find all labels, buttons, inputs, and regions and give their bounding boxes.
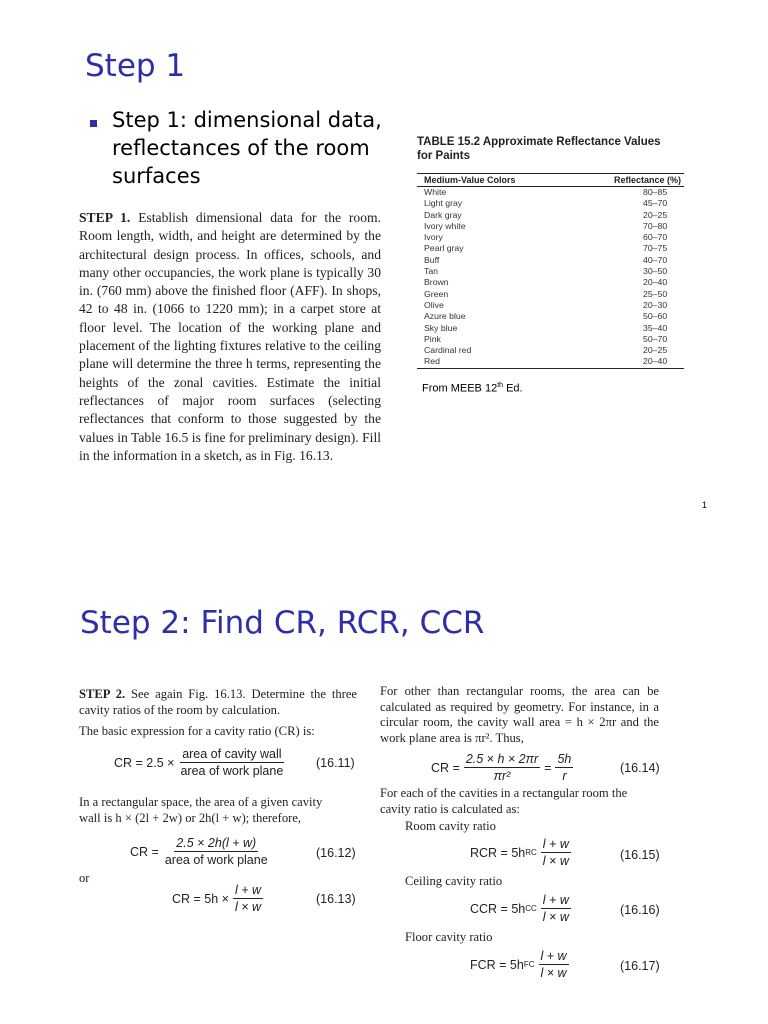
table-cell-reflectance: 50–60 bbox=[643, 311, 668, 322]
table-cell-color: Red bbox=[424, 356, 440, 367]
table-caption bbox=[417, 135, 697, 163]
eq2-fraction bbox=[163, 836, 270, 867]
table-cell-color: Pearl gray bbox=[424, 243, 464, 254]
eq4-numerator-1: 2.5 × h × 2πr bbox=[465, 752, 539, 766]
table-row bbox=[417, 210, 684, 221]
eq6-numerator: l + w bbox=[542, 893, 569, 907]
table-cell-reflectance: 45–70 bbox=[643, 198, 668, 209]
step2-paragraph bbox=[79, 687, 357, 718]
table-row bbox=[417, 334, 684, 345]
fcr-label: Floor cavity ratio bbox=[405, 930, 493, 944]
reflectance-table bbox=[417, 173, 684, 369]
eq7-fraction bbox=[539, 949, 569, 980]
table-cell-color: White bbox=[424, 187, 447, 197]
source-note-sup: th bbox=[497, 382, 504, 389]
rectangular-text-line1: In a rectangular space, the area of a given cavity bbox=[79, 795, 323, 809]
eq4-number: (16.14) bbox=[620, 761, 660, 775]
eq5-lhs: RCR = 5h bbox=[470, 845, 526, 860]
eq3-numerator: l + w bbox=[234, 883, 262, 897]
eq6-subscript: CC bbox=[525, 904, 537, 913]
table-cell-color: Pink bbox=[424, 333, 441, 344]
table-cell-color: Light gray bbox=[424, 198, 463, 209]
table-header-color: Medium-Value Colors bbox=[424, 175, 516, 185]
table-cell-color: Cardinal red bbox=[424, 345, 472, 356]
table-cell-reflectance: 40–70 bbox=[643, 254, 668, 265]
table-cell-color: Ivory bbox=[424, 232, 443, 243]
table-caption-line1: TABLE 15.2 Approximate Reflectance Values bbox=[417, 136, 661, 148]
eq1-number: (16.11) bbox=[316, 756, 355, 770]
equation-16-13 bbox=[172, 883, 267, 914]
table-row bbox=[417, 323, 684, 334]
step1-text: Establish dimensional data for the room. Room length, width, and height are determined by the architectural design process. In offices, schools, and many other occupancies, the work plane is typically 30 in. (760 mm) above the finished floor (AFF). In shops, 42 to 48 in. (1066 to 1220 mm); in a carpet store at floor level. The location of the working plane and placement of the lighting fixtures relative to the ceiling plane will determine the three h terms, representing the heights of the zonal cavities. Estimate the initial reflectances of major room surfaces (selecting reflectances that conform to those suggested by the values in Table 16.5 is fine for preliminary design). Fill in the information in a sketch, as in Fig. 16.13. bbox=[79, 210, 381, 463]
table-row bbox=[417, 232, 684, 243]
each-cavity-text: For each of the cavities in a rectangular room the cavity ratio is calculated as: bbox=[380, 786, 628, 816]
eq4-denominator-2: r bbox=[562, 769, 567, 783]
eq3-fraction bbox=[233, 883, 263, 914]
eq6-fraction bbox=[541, 893, 571, 924]
table-cell-color: Ivory white bbox=[424, 220, 466, 231]
basic-expression-text: The basic expression for a cavity ratio (CR) is: bbox=[79, 724, 315, 738]
table-cell-reflectance: 20–40 bbox=[643, 277, 668, 288]
table-cell-color: Green bbox=[424, 288, 449, 299]
eq3-lhs: CR = 5h × bbox=[172, 891, 229, 906]
eq5-denominator: l × w bbox=[542, 854, 569, 868]
equation-16-11 bbox=[114, 747, 289, 778]
equation-16-16 bbox=[470, 893, 575, 924]
table-row bbox=[417, 187, 684, 198]
eq4-equals: = bbox=[544, 760, 552, 775]
table-caption-line2: for Paints bbox=[417, 150, 471, 162]
table-row bbox=[417, 221, 684, 232]
eq3-number: (16.13) bbox=[316, 892, 356, 906]
eq5-numerator: l + w bbox=[542, 837, 569, 851]
bullet-text: Step 1: dimensional data, reflectances of the room surfaces bbox=[112, 108, 382, 188]
source-note-prefix: From MEEB 12 bbox=[422, 382, 498, 395]
table-cell-color: Tan bbox=[424, 266, 439, 277]
table-header-reflectance: Reflectance (%) bbox=[613, 175, 681, 185]
bullet-marker bbox=[90, 120, 97, 127]
eq1-denominator: area of work plane bbox=[180, 764, 284, 778]
table-cell-reflectance: 80–85 bbox=[643, 187, 668, 197]
eq7-subscript: FC bbox=[523, 960, 535, 969]
eq7-numerator: l + w bbox=[540, 949, 567, 963]
eq4-lhs: CR = bbox=[431, 760, 460, 775]
eq1-lhs: CR = 2.5 × bbox=[114, 755, 175, 770]
table-row bbox=[417, 345, 684, 356]
table-body bbox=[417, 187, 684, 368]
other-rooms-text: For other than rectangular rooms, the area can be calculated as required by geometry. For instance, in a circular room, the cavity wall area = h × 2πr and the work plane area is πr². Thus, bbox=[380, 684, 659, 745]
step1-paragraph bbox=[79, 209, 381, 465]
step1-label: STEP 1. bbox=[79, 210, 131, 225]
eq3-denominator: l × w bbox=[234, 900, 262, 914]
table-header bbox=[417, 174, 684, 187]
table-row bbox=[417, 356, 684, 367]
table-cell-color: Olive bbox=[424, 299, 444, 310]
eq2-numerator: 2.5 × 2h(l + w) bbox=[176, 836, 257, 850]
eq2-denominator: area of work plane bbox=[164, 853, 268, 867]
source-note bbox=[422, 382, 523, 395]
slide2-title: Step 2: Find CR, RCR, CCR bbox=[80, 605, 485, 641]
table-cell-color: Buff bbox=[424, 254, 440, 265]
eq6-number: (16.16) bbox=[620, 903, 660, 917]
table-cell-reflectance: 30–50 bbox=[643, 266, 668, 277]
table-cell-reflectance: 70–80 bbox=[643, 220, 668, 231]
eq7-lhs: FCR = 5h bbox=[470, 957, 524, 972]
eq5-subscript: RC bbox=[525, 848, 537, 857]
table-cell-color: Azure blue bbox=[424, 311, 466, 322]
source-note-suffix: Ed. bbox=[503, 382, 523, 395]
table-cell-reflectance: 20–30 bbox=[643, 299, 668, 310]
table-row bbox=[417, 198, 684, 209]
eq1-numerator: area of cavity wall bbox=[182, 747, 282, 761]
eq5-number: (16.15) bbox=[620, 848, 660, 862]
table-cell-reflectance: 60–70 bbox=[643, 232, 668, 243]
table-cell-reflectance: 50–70 bbox=[643, 333, 668, 344]
table-row bbox=[417, 277, 684, 288]
step2-text: See again Fig. 16.13. Determine the three cavity ratios of the room by calculation. bbox=[79, 687, 357, 717]
rectangular-text bbox=[79, 795, 369, 826]
table-cell-reflectance: 35–40 bbox=[643, 322, 668, 333]
slide1-title: Step 1 bbox=[85, 48, 186, 84]
eq7-denominator: l × w bbox=[540, 966, 567, 980]
eq5-fraction bbox=[541, 837, 571, 868]
table-row bbox=[417, 311, 684, 322]
table-cell-color: Dark gray bbox=[424, 209, 462, 220]
step2-label: STEP 2. bbox=[79, 687, 126, 701]
eq4-fraction-2 bbox=[555, 752, 573, 783]
ccr-label: Ceiling cavity ratio bbox=[405, 874, 503, 888]
table-cell-color: Sky blue bbox=[424, 322, 458, 333]
table-cell-reflectance: 20–25 bbox=[643, 209, 668, 220]
equation-16-17 bbox=[470, 949, 573, 980]
eq6-lhs: CCR = 5h bbox=[470, 901, 526, 916]
table-row bbox=[417, 300, 684, 311]
table-row bbox=[417, 243, 684, 254]
eq4-denominator-1: πr² bbox=[493, 769, 511, 783]
eq2-number: (16.12) bbox=[316, 846, 356, 860]
table-cell-reflectance: 20–40 bbox=[643, 356, 668, 367]
or-text: or bbox=[79, 871, 90, 885]
table-row bbox=[417, 289, 684, 300]
table-row bbox=[417, 255, 684, 266]
eq6-denominator: l × w bbox=[542, 910, 569, 924]
equation-16-14 bbox=[431, 752, 577, 783]
eq2-lhs: CR = bbox=[130, 844, 159, 859]
eq7-number: (16.17) bbox=[620, 959, 660, 973]
page-number: 1 bbox=[702, 500, 708, 510]
table-cell-reflectance: 20–25 bbox=[643, 345, 668, 356]
rcr-label: Room cavity ratio bbox=[405, 819, 496, 833]
eq4-fraction-1 bbox=[464, 752, 540, 783]
equation-16-12 bbox=[130, 836, 274, 867]
table-cell-reflectance: 25–50 bbox=[643, 288, 668, 299]
equation-16-15 bbox=[470, 837, 575, 868]
eq4-numerator-2: 5h bbox=[557, 752, 572, 766]
table-cell-reflectance: 70–75 bbox=[643, 243, 668, 254]
rectangular-text-line2: wall is h × (2l + 2w) or 2h(l + w); therefore, bbox=[79, 810, 302, 825]
table-cell-color: Brown bbox=[424, 277, 449, 288]
table-row bbox=[417, 266, 684, 277]
eq1-fraction bbox=[178, 747, 285, 778]
